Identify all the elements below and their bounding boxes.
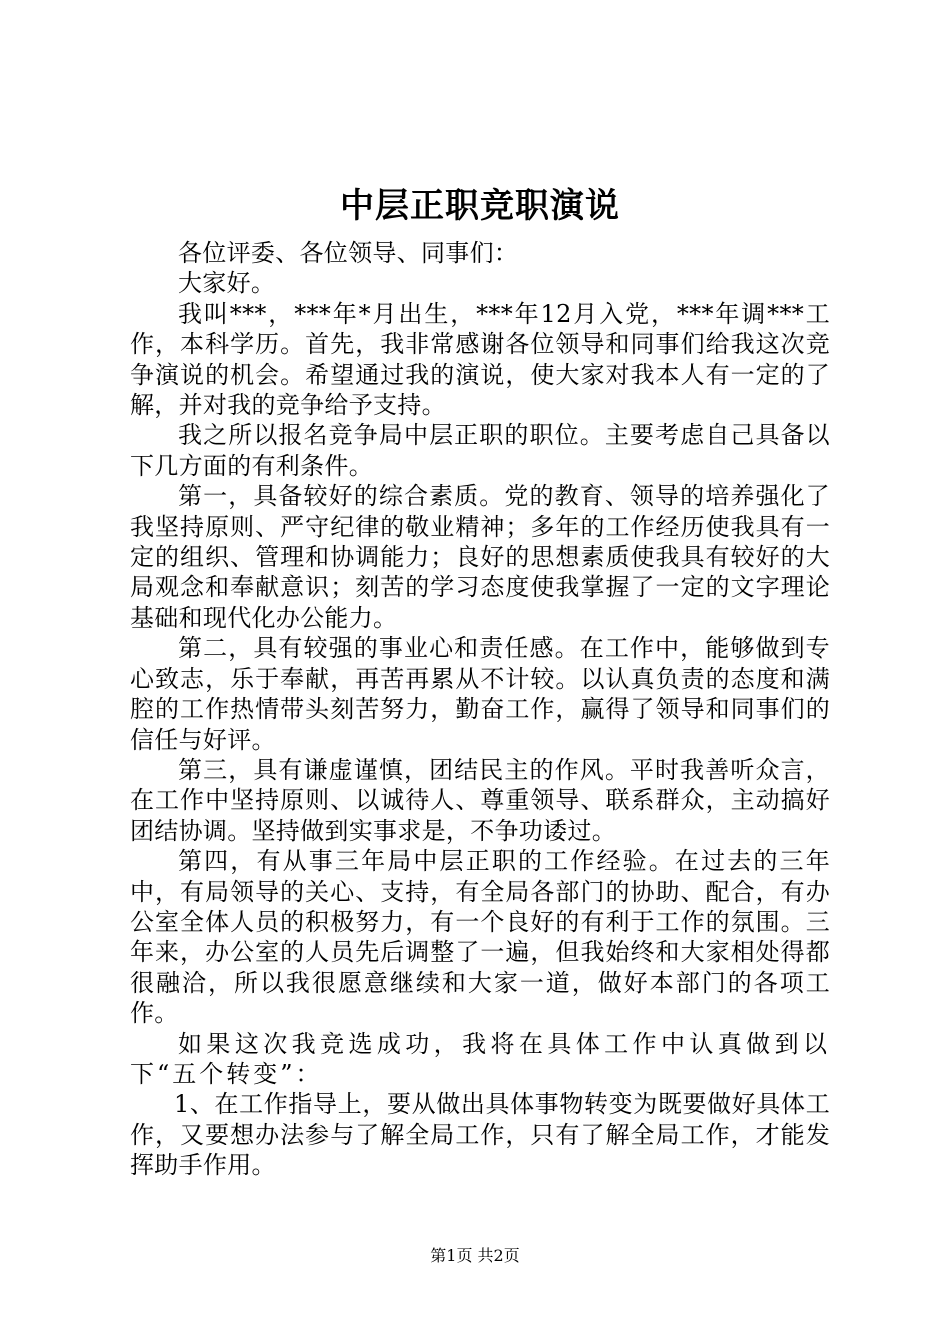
paragraph-second-condition: 第二，具有较强的事业心和责任感。在工作中，能够做到专心致志，乐于奉献，再苦再累从不计较。以认真负责的态度和满腔的工作热情带头刻苦努力，勤奋工作，赢得了领导和同事们的信任与好评。 <box>130 634 830 754</box>
document-title: 中层正职竞职演说 <box>340 186 620 226</box>
paragraph-reason: 我之所以报名竞争局中层正职的职位。主要考虑自己具备以下几方面的有利条件。 <box>130 421 830 480</box>
paragraph-first-condition: 第一，具备较好的综合素质。党的教育、领导的培养强化了我坚持原则、严守纪律的敬业精神；多年的工作经历使我具有一定的组织、管理和协调能力；良好的思想素质使我具有较好的大局观念和奉献意识；刻苦的学习态度使我掌握了一定的文字理论基础和现代化办公能力。 <box>130 482 830 632</box>
page-number-footer: 第1页 共2页 <box>430 1246 520 1265</box>
paragraph-five-changes-intro: 如果这次我竞选成功，我将在具体工作中认真做到以下“五个转变”： <box>130 1029 830 1088</box>
salutation: 各位评委、各位领导、同事们： <box>178 239 519 267</box>
paragraph-fourth-condition: 第四，有从事三年局中层正职的工作经验。在过去的三年中，有局领导的关心、支持，有全局各部门的协助、配合，有办公室全体人员的积极努力，有一个良好的有利于工作的氛围。三年来，办公室的人员先后调整了一遍，但我始终和大家相处得都很融洽，所以我很愿意继续和大家一道，做好本部门的各项工作。 <box>130 847 830 1028</box>
greeting: 大家好。 <box>178 269 276 298</box>
paragraph-third-condition: 第三，具有谦虚谨慎，团结民主的作风。平时我善听众言，在工作中坚持原则、以诚待人、尊重领导、联系群众，主动搞好团结协调。坚持做到实事求是，不争功诿过。 <box>130 755 830 845</box>
paragraph-change-1: 1、在工作指导上，要从做出具体事物转变为既要做好具体工作，又要想办法参与了解全局工作，只有了解全局工作，才能发挥助手作用。 <box>130 1090 830 1180</box>
document-body <box>130 238 830 1181</box>
paragraph-introduction: 我叫***，***年*月出生，***年12月入党，***年调***工作，本科学历。首先，我非常感谢各位领导和同事们给我这次竞争演说的机会。希望通过我的演说，使大家对我本人有一定的了解，并对我的竞争给予支持。 <box>130 299 830 420</box>
